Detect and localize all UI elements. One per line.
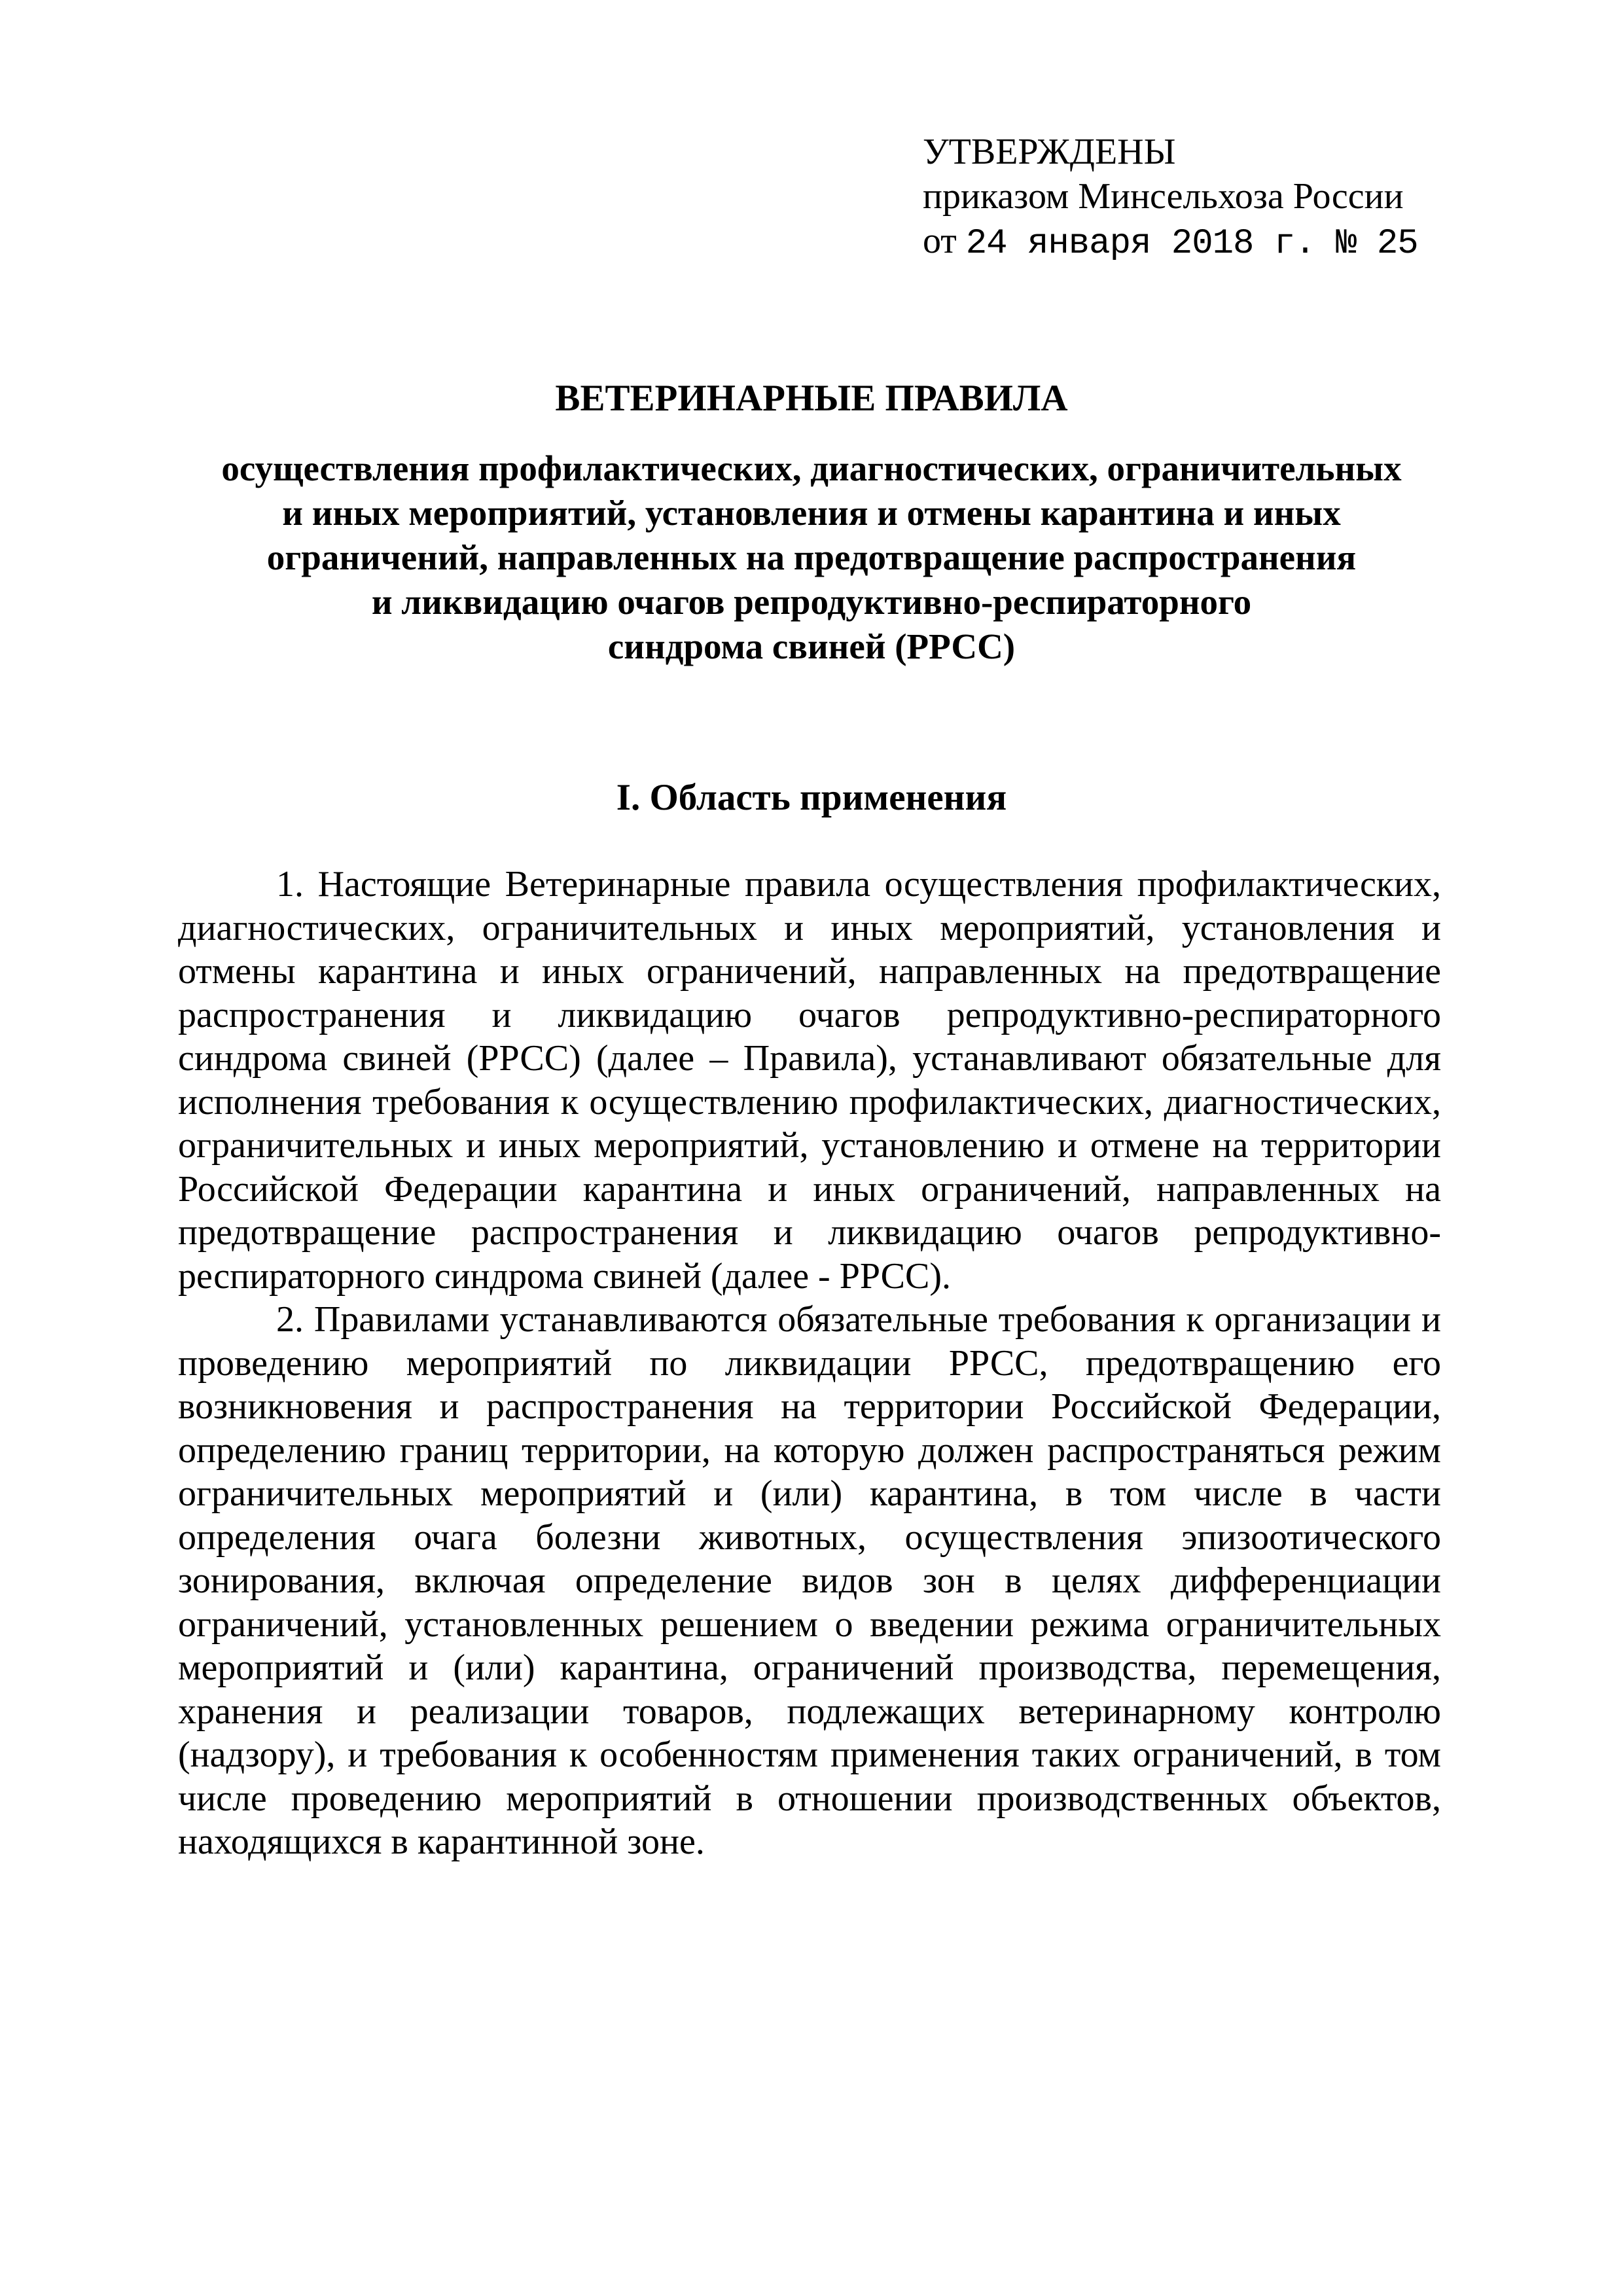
subtitle-line: синдрома свиней (РРСС) [607, 626, 1016, 666]
subtitle-line: и иных мероприятий, установления и отмены карантина и иных [282, 493, 1341, 533]
subtitle-line: ограничений, направленных на предотвращение распространения [266, 537, 1357, 577]
approval-date-line [923, 219, 1577, 266]
approval-date-prefix: от [923, 221, 966, 261]
document-title: ВЕТЕРИНАРНЫЕ ПРАВИЛА [555, 378, 1068, 419]
approval-date-number: 24 января 2018 г. № 25 [965, 224, 1418, 264]
approval-heading: УТВЕРЖДЕНЫ [923, 132, 1176, 172]
approval-order-ref: приказом Минсельхоза России [923, 176, 1404, 217]
section-heading: I. Область применения [616, 777, 1007, 818]
subtitle-line: и ликвидацию очагов репродуктивно-респираторного [371, 582, 1252, 622]
document-subtitle [177, 446, 1446, 669]
approval-stamp [923, 130, 1577, 266]
subtitle-line: осуществления профилактических, диагностических, ограничительных [221, 448, 1402, 488]
body-text [178, 863, 1441, 1864]
paragraph-1: 1. Настоящие Ветеринарные правила осуществления профилактических, диагностических, ограничительных и иных мероприятий, установления и отмены карантина и иных ограничений, направленных на предотвращение распространения и ликвидацию очагов репродуктивно-респираторного синдрома свиней (РРСС) (далее – Правила), устанавливают обязательные для исполнения требования к осуществлению профилактических, диагностических, ограничительных и иных мероприятий, установлению и отмене на территории Российской Федерации карантина и иных ограничений, направленных на предотвращение распространения и ликвидацию очагов репродуктивно-респираторного синдрома свиней (далее - РРСС). [178, 864, 1441, 1297]
paragraph-2: 2. Правилами устанавливаются обязательные требования к организации и проведению мероприятий по ликвидации РРСС, предотвращению его возникновения и распространения на территории Российской Федерации, определению границ территории, на которую должен распространяться режим ограничительных мероприятий и (или) карантина, в том числе в части определения очага болезни животных, осуществления эпизоотического зонирования, включая определение видов зон в целях дифференциации ограничений, установленных решением о введении режима ограничительных мероприятий и (или) карантина, ограничений производства, перемещения, хранения и реализации товаров, подлежащих ветеринарному контролю (надзору), и требования к особенностям применения таких ограничений, в том числе проведению мероприятий в отношении производственных объектов, находящихся в карантинной зоне. [178, 1299, 1441, 1862]
